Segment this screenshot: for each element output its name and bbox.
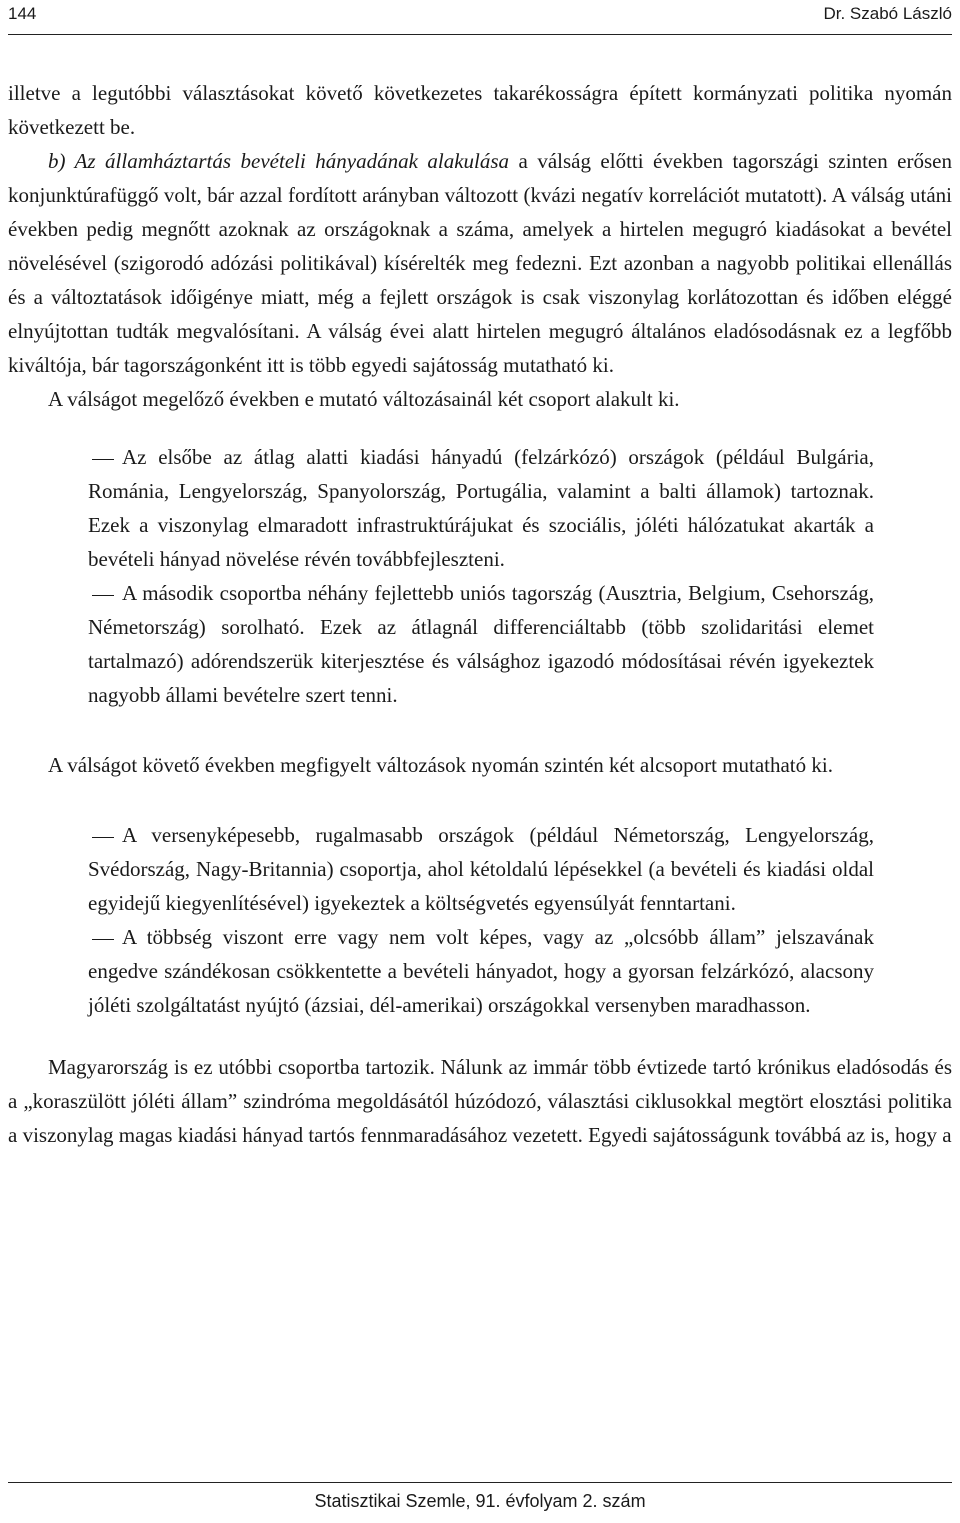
list-item: A versenyképesebb, rugalmasabb országok (például Németország, Lengyelország, Svédország, Nagy-Britannia) csoportja, ahol kétoldalú lépésekkel (a bevételi és kiadási oldal egyidejű kiegyenlítésével) igyekeztek a költségvetés egyensúlyát fenntartani. [88, 823, 874, 915]
list-item: A második csoportba néhány fejlettebb uniós tagország (Ausztria, Belgium, Csehország, Németország) sorolható. Ezek az átlagnál differenciáltabb (több szolidaritási elemet tartalmazó) adórendszerük kiterjesztése és válsághoz igazodó módosításai révén igyekeztek nagyobb állami bevételre szert tenni. [88, 581, 874, 707]
paragraph-1: illetve a legutóbbi választásokat követő következetes takarékosságra épített kormányzati politika nyomán következett be. [8, 81, 952, 139]
paragraph-2 [8, 144, 952, 382]
journal-citation: Statisztikai Szemle, 91. évfolyam 2. szám [314, 1491, 646, 1511]
list-item: Az elsőbe az átlag alatti kiadási hányadú (felzárkózó) országok (például Bulgária, Románia, Lengyelország, Spanyolország, Portugália, valamint a balti államok) tartoznak. Ezek a viszonylag elmaradott infrastruktúrájukat és szociális, jóléti hálózatukat akarták a bevételi hányad növelése révén továbbfejleszteni. [88, 445, 874, 571]
paragraph-5: Magyarország is ez utóbbi csoportba tartozik. Nálunk az immár több évtizede tartó krónikus eladósodás és a „koraszülött jóléti állam” szindróma megoldásától húzódozó, választási ciklusokkal megtört elosztási politika a viszonylag magas kiadási hányad tartós fennmaradásához vezetett. Egyedi sajátosságunk továbbá az is, hogy a [8, 1055, 952, 1147]
dash-bullet-icon [92, 595, 114, 596]
running-head-author: Dr. Szabó László [823, 4, 952, 23]
body-text [8, 76, 952, 1152]
page-footer [8, 1482, 952, 1523]
dash-bullet-icon [92, 939, 114, 940]
paragraph-2-text: a válság előtti években tagországi szinten erősen konjunktúrafüggő volt, bár azzal fordított arányban változott (kvázi negatív korrelációt mutatott). A válság utáni években pedig megnőtt azoknak az országoknak a száma, amelyek a hirtelen megugró kiadásokat a bevétel növelésével (szigorodó adózási politikával) kísérelték meg fedezni. Ezt azonban a nagyobb politikai ellenállás és a változtatások időigénye miatt, még a fejlett országok is csak viszonylag korlátozottan és időben eléggé elnyújtottan tudták megvalósítani. A válság évei alatt hirtelen megugró általános eladósodásnak ez a legfőbb kiváltója, bár tagországonként itt is több egyedi sajátosság mutatható ki. [8, 149, 952, 377]
paragraph-4: A válságot követő években megfigyelt változások nyomán szintén két alcsoport mutatható ki. [48, 753, 833, 777]
page-header [8, 0, 952, 35]
dash-bullet-icon [92, 837, 114, 838]
dash-bullet-icon [92, 459, 114, 460]
group-list-2 [8, 818, 874, 1022]
paragraph-3: A válságot megelőző években e mutató változásainál két csoport alakult ki. [48, 387, 680, 411]
page-number: 144 [8, 4, 37, 23]
list-item: A többség viszont erre vagy nem volt képes, vagy az „olcsóbb állam” jelszavának engedve szándékosan csökkentette a bevételi hányadot, hogy a gyorsan felzárkózó, alacsony jóléti szolgáltatást nyújtó (ázsiai, dél-amerikai) országokkal versenyben maradhasson. [88, 925, 874, 1017]
group-list-1 [8, 440, 874, 712]
paragraph-2-lead: b) Az államháztartás bevételi hányadának alakulása [48, 149, 510, 173]
